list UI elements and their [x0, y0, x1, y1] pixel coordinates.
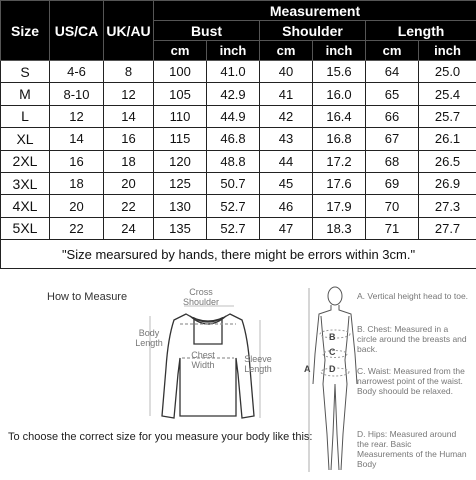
table-cell: 26.9	[419, 172, 476, 194]
table-cell: 16.8	[313, 128, 366, 150]
table-cell: 20	[104, 172, 154, 194]
cross-shoulder-label: Cross Shoulder	[182, 287, 220, 307]
size-row	[1, 172, 476, 194]
note-c: C. Waist: Measured from the narrowest point of the waist. Body shoould be relaxed.	[357, 366, 465, 396]
table-cell: 46	[260, 195, 313, 217]
table-cell: 66	[366, 105, 419, 127]
unit-inch: inch	[207, 41, 260, 61]
header-uk-au: UK/AU	[104, 1, 154, 61]
table-cell: 14	[104, 105, 154, 127]
unit-cm: cm	[154, 41, 207, 61]
table-cell: 42	[260, 105, 313, 127]
body-letter-b: B	[329, 332, 336, 342]
measurement-note: "Size mearsured by hands, there might be errors within 3cm."	[1, 240, 476, 269]
table-cell: 69	[366, 172, 419, 194]
table-cell: 12	[50, 105, 104, 127]
header-us-ca: US/CA	[50, 1, 104, 61]
table-cell: 25.0	[419, 61, 476, 83]
header-shoulder: Shoulder	[260, 21, 366, 41]
header-bust: Bust	[154, 21, 260, 41]
table-cell: 44	[260, 150, 313, 172]
table-cell: 18.3	[313, 217, 366, 239]
table-cell: 64	[366, 61, 419, 83]
table-cell: 16	[104, 128, 154, 150]
note-a: A. Vertical height head to toe.	[357, 291, 469, 301]
size-row	[1, 83, 476, 105]
body-letter-c: C	[329, 347, 336, 357]
table-cell: 100	[154, 61, 207, 83]
how-to-measure-title: How to Measure	[47, 291, 128, 303]
sleeve-length-label: Sleeve Length	[244, 354, 272, 374]
unit-cm: cm	[366, 41, 419, 61]
table-cell: 16	[50, 150, 104, 172]
table-cell: 68	[366, 150, 419, 172]
table-cell: 27.7	[419, 217, 476, 239]
table-cell: 17.6	[313, 172, 366, 194]
table-cell: S	[1, 61, 50, 83]
note-b: B. Chest: Measured in a circle around the breasts and back.	[357, 324, 467, 354]
table-cell: 44.9	[207, 105, 260, 127]
table-cell: 15.6	[313, 61, 366, 83]
table-cell: 125	[154, 172, 207, 194]
size-row	[1, 105, 476, 127]
table-cell: 115	[154, 128, 207, 150]
table-cell: 45	[260, 172, 313, 194]
body-length-label: Body Length	[135, 328, 163, 348]
size-row	[1, 61, 476, 83]
table-cell: 14	[50, 128, 104, 150]
table-cell: 18	[104, 150, 154, 172]
table-cell: 67	[366, 128, 419, 150]
table-cell: 110	[154, 105, 207, 127]
body-letter-a: A	[304, 364, 311, 374]
table-cell: 25.4	[419, 83, 476, 105]
table-cell: 22	[104, 195, 154, 217]
table-cell: XL	[1, 128, 50, 150]
body-letter-d: D	[329, 364, 336, 374]
table-cell: 52.7	[207, 217, 260, 239]
table-cell: 8	[104, 61, 154, 83]
header-measurement: Measurement	[154, 1, 476, 21]
table-cell: 120	[154, 150, 207, 172]
size-row	[1, 128, 476, 150]
table-cell: 50.7	[207, 172, 260, 194]
table-cell: 4XL	[1, 195, 50, 217]
unit-cm: cm	[260, 41, 313, 61]
size-row	[1, 195, 476, 217]
table-cell: 24	[104, 217, 154, 239]
table-cell: 26.5	[419, 150, 476, 172]
table-cell: 12	[104, 83, 154, 105]
size-row	[1, 217, 476, 239]
table-cell: 43	[260, 128, 313, 150]
table-cell: 65	[366, 83, 419, 105]
table-cell: 48.8	[207, 150, 260, 172]
unit-inch: inch	[419, 41, 476, 61]
body-figure	[305, 284, 365, 476]
table-cell: 71	[366, 217, 419, 239]
table-cell: L	[1, 105, 50, 127]
table-cell: 8-10	[50, 83, 104, 105]
note-d: D. Hips: Measured around the rear. Basic Measurements of the Human Body	[357, 429, 467, 469]
table-cell: 18	[50, 172, 104, 194]
table-cell: 130	[154, 195, 207, 217]
table-cell: 16.0	[313, 83, 366, 105]
header-length: Length	[366, 21, 476, 41]
table-cell: 47	[260, 217, 313, 239]
header-size: Size	[1, 1, 50, 61]
table-cell: 135	[154, 217, 207, 239]
table-cell: 2XL	[1, 150, 50, 172]
table-cell: 3XL	[1, 172, 50, 194]
table-cell: 4-6	[50, 61, 104, 83]
table-cell: 27.3	[419, 195, 476, 217]
table-cell: 46.8	[207, 128, 260, 150]
table-cell: 20	[50, 195, 104, 217]
table-cell: 25.7	[419, 105, 476, 127]
unit-inch: inch	[313, 41, 366, 61]
table-cell: 105	[154, 83, 207, 105]
size-table-body	[1, 61, 476, 240]
table-cell: 16.4	[313, 105, 366, 127]
table-cell: 41.0	[207, 61, 260, 83]
chest-width-label: Chest Width	[191, 350, 215, 370]
size-row	[1, 150, 476, 172]
table-cell: 5XL	[1, 217, 50, 239]
table-cell: 17.9	[313, 195, 366, 217]
table-cell: 26.1	[419, 128, 476, 150]
table-cell: 17.2	[313, 150, 366, 172]
table-cell: 41	[260, 83, 313, 105]
table-cell: M	[1, 83, 50, 105]
sizing-instruction: To choose the correct size for you measure your body like this:	[8, 431, 313, 443]
table-cell: 40	[260, 61, 313, 83]
table-cell: 52.7	[207, 195, 260, 217]
table-cell: 22	[50, 217, 104, 239]
table-cell: 42.9	[207, 83, 260, 105]
table-cell: 70	[366, 195, 419, 217]
how-to-measure-section	[0, 282, 476, 480]
